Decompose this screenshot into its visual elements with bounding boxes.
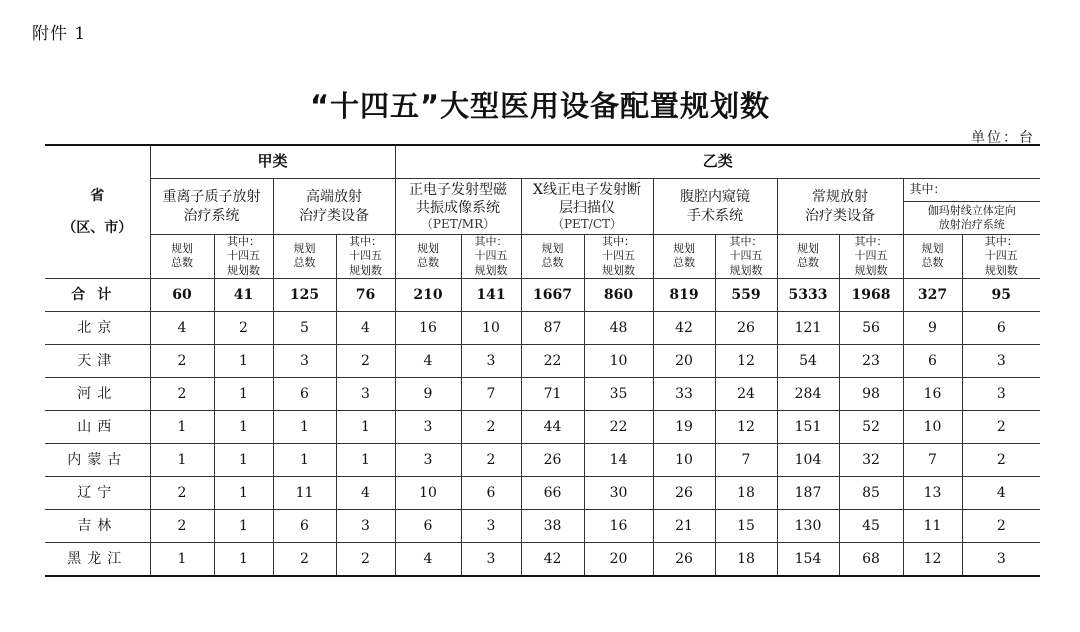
table-cell: 24 (715, 377, 777, 410)
sub-plan-header: 其中： 十四五 规划数 (214, 235, 273, 279)
qizhong-label: 其中： (903, 179, 1040, 202)
table-cell: 2 (461, 443, 521, 476)
table-cell: 87 (521, 311, 584, 344)
total-cell: 5333 (777, 278, 839, 311)
table-cell: 18 (715, 476, 777, 509)
table-row (45, 377, 1040, 410)
table-cell: 32 (839, 443, 903, 476)
unit-label: 单位：台 (971, 130, 1035, 146)
table-cell: 18 (715, 542, 777, 576)
table-cell: 98 (839, 377, 903, 410)
table-row (45, 410, 1040, 443)
province-header-sub: （区、市） (62, 219, 133, 236)
sub-total-header: 规划 总数 (653, 235, 715, 279)
sub-total-header: 规划 总数 (150, 235, 214, 279)
table-cell: 2 (336, 344, 395, 377)
table-cell: 6 (461, 476, 521, 509)
total-cell: 125 (273, 278, 336, 311)
table-cell: 3 (962, 542, 1040, 576)
sub-total-header: 规划 总数 (273, 235, 336, 279)
table-cell: 2 (962, 509, 1040, 542)
table-cell: 15 (715, 509, 777, 542)
petct-header-line1: X线正电子发射断 (533, 181, 641, 198)
table-row (45, 344, 1040, 377)
table-cell: 2 (336, 542, 395, 576)
total-cell: 210 (395, 278, 461, 311)
table-cell: 6 (395, 509, 461, 542)
table-cell: 187 (777, 476, 839, 509)
total-cell: 60 (150, 278, 214, 311)
table-cell: 104 (777, 443, 839, 476)
laparoscope-header (653, 179, 777, 235)
table-cell: 4 (150, 311, 214, 344)
province-name: 内蒙古 (45, 443, 150, 476)
gamma-header-line2: 放射治疗系统 (938, 218, 1005, 231)
table-cell: 4 (395, 344, 461, 377)
total-cell: 559 (715, 278, 777, 311)
highend-header (273, 179, 395, 235)
table-cell: 3 (336, 509, 395, 542)
table-cell: 1 (214, 377, 273, 410)
table-cell: 26 (715, 311, 777, 344)
table-cell: 11 (273, 476, 336, 509)
table-cell: 26 (653, 542, 715, 576)
province-name: 吉林 (45, 509, 150, 542)
table-row (45, 443, 1040, 476)
table-cell: 9 (903, 311, 962, 344)
table-cell: 22 (584, 410, 653, 443)
gamma-header (903, 202, 1040, 235)
table-cell: 3 (395, 443, 461, 476)
sub-plan-header: 其中： 十四五 规划数 (839, 235, 903, 279)
page-title: “十四五”大型医用设备配置规划数 (309, 89, 771, 123)
gamma-header-line1: 伽玛射线立体定向 (927, 204, 1016, 218)
table-cell: 1 (214, 542, 273, 576)
table-cell: 33 (653, 377, 715, 410)
petmr-header (395, 179, 521, 235)
table-cell: 10 (461, 311, 521, 344)
table-cell: 9 (395, 377, 461, 410)
table-cell: 3 (273, 344, 336, 377)
conventional-header (777, 179, 903, 235)
table-cell: 2 (150, 344, 214, 377)
table-cell: 68 (839, 542, 903, 576)
petct-header-line3: （PET/CT） (551, 216, 623, 231)
table-cell: 2 (461, 410, 521, 443)
proton-header-line2: 治疗系统 (183, 207, 240, 224)
table-cell: 1 (150, 410, 214, 443)
table-cell: 1 (336, 410, 395, 443)
table-cell: 6 (273, 509, 336, 542)
table-cell: 284 (777, 377, 839, 410)
table-cell: 5 (273, 311, 336, 344)
table-cell: 1 (214, 443, 273, 476)
conventional-header-line2: 治疗类设备 (805, 207, 876, 224)
highend-header-line2: 治疗类设备 (299, 207, 369, 224)
table-cell: 6 (962, 311, 1040, 344)
table-row (45, 542, 1040, 576)
table-cell: 20 (584, 542, 653, 576)
province-name: 黑龙江 (45, 542, 150, 576)
group-a-header: 甲类 (150, 145, 395, 179)
province-name: 北京 (45, 311, 150, 344)
table-cell: 2 (150, 377, 214, 410)
table-cell: 6 (903, 344, 962, 377)
table-cell: 4 (336, 311, 395, 344)
table-cell: 3 (962, 344, 1040, 377)
table-cell: 154 (777, 542, 839, 576)
sub-total-header: 规划 总数 (903, 235, 962, 279)
table-cell: 7 (903, 443, 962, 476)
table-cell: 10 (653, 443, 715, 476)
total-cell: 95 (962, 278, 1040, 311)
province-rows (45, 311, 1040, 576)
table-cell: 4 (962, 476, 1040, 509)
table-cell: 2 (150, 509, 214, 542)
table-cell: 12 (903, 542, 962, 576)
table-cell: 4 (336, 476, 395, 509)
table-cell: 42 (653, 311, 715, 344)
table-row (45, 509, 1040, 542)
sub-plan-header: 其中： 十四五 规划数 (962, 235, 1040, 279)
table-row (45, 311, 1040, 344)
total-cell: 860 (584, 278, 653, 311)
total-cell: 327 (903, 278, 962, 311)
petmr-header-line1: 正电子发射型磁 (409, 181, 508, 198)
table-cell: 1 (214, 410, 273, 443)
conventional-header-line1: 常规放射 (812, 189, 869, 206)
petmr-header-line2: 共振成像系统 (416, 199, 501, 216)
petct-header-line2: 层扫描仪 (559, 199, 616, 216)
sub-plan-header: 其中： 十四五 规划数 (715, 235, 777, 279)
table-cell: 3 (461, 344, 521, 377)
petct-header (521, 179, 653, 235)
total-cell: 141 (461, 278, 521, 311)
table-cell: 45 (839, 509, 903, 542)
total-cell: 1968 (839, 278, 903, 311)
table-row (45, 476, 1040, 509)
table-cell: 16 (395, 311, 461, 344)
sub-total-header: 规划 总数 (395, 235, 461, 279)
table-cell: 20 (653, 344, 715, 377)
sub-plan-header: 其中： 十四五 规划数 (461, 235, 521, 279)
table-cell: 3 (461, 542, 521, 576)
table-cell: 54 (777, 344, 839, 377)
table-cell: 1 (214, 344, 273, 377)
table-cell: 7 (715, 443, 777, 476)
petmr-header-line3: （PET/MR） (420, 216, 496, 231)
table-cell: 1 (273, 410, 336, 443)
table-cell: 1 (336, 443, 395, 476)
table-cell: 35 (584, 377, 653, 410)
table-cell: 3 (962, 377, 1040, 410)
table-cell: 7 (461, 377, 521, 410)
equipment-table (45, 144, 1040, 577)
table-cell: 11 (903, 509, 962, 542)
total-cell: 1667 (521, 278, 584, 311)
highend-header-line1: 高端放射 (306, 189, 362, 206)
proton-header (150, 179, 273, 235)
table-cell: 6 (273, 377, 336, 410)
table-cell: 1 (214, 509, 273, 542)
table-cell: 23 (839, 344, 903, 377)
table-cell: 44 (521, 410, 584, 443)
table-cell: 26 (653, 476, 715, 509)
province-name: 山西 (45, 410, 150, 443)
table-cell: 10 (584, 344, 653, 377)
province-name: 河北 (45, 377, 150, 410)
table-cell: 3 (336, 377, 395, 410)
table-cell: 26 (521, 443, 584, 476)
table-cell: 1 (150, 542, 214, 576)
table-cell: 3 (395, 410, 461, 443)
sub-plan-header: 其中： 十四五 规划数 (336, 235, 395, 279)
table-cell: 52 (839, 410, 903, 443)
table-cell: 71 (521, 377, 584, 410)
province-header-main: 省 (90, 187, 105, 204)
sub-total-header: 规划 总数 (777, 235, 839, 279)
proton-header-line1: 重离子质子放射 (162, 189, 261, 206)
table-cell: 2 (962, 443, 1040, 476)
table-cell: 38 (521, 509, 584, 542)
table-cell: 16 (903, 377, 962, 410)
table-cell: 66 (521, 476, 584, 509)
province-name: 天津 (45, 344, 150, 377)
table-cell: 2 (150, 476, 214, 509)
table-cell: 14 (584, 443, 653, 476)
table-cell: 30 (584, 476, 653, 509)
table-cell: 10 (395, 476, 461, 509)
total-label: 合计 (45, 278, 150, 311)
sub-plan-header: 其中： 十四五 规划数 (584, 235, 653, 279)
total-cell: 41 (214, 278, 273, 311)
table-cell: 22 (521, 344, 584, 377)
laparoscope-header-line1: 腹腔内窥镜 (680, 189, 751, 206)
table-cell: 2 (214, 311, 273, 344)
table-cell: 48 (584, 311, 653, 344)
province-header (45, 145, 150, 278)
table-cell: 42 (521, 542, 584, 576)
table-cell: 121 (777, 311, 839, 344)
table-cell: 21 (653, 509, 715, 542)
table-cell: 151 (777, 410, 839, 443)
table-cell: 10 (903, 410, 962, 443)
table-cell: 85 (839, 476, 903, 509)
table-cell: 13 (903, 476, 962, 509)
province-name: 辽宁 (45, 476, 150, 509)
laparoscope-header-line2: 手术系统 (687, 207, 744, 224)
total-cell: 819 (653, 278, 715, 311)
total-cell: 76 (336, 278, 395, 311)
table-cell: 1 (150, 443, 214, 476)
total-row (45, 278, 1040, 311)
group-b-header: 乙类 (395, 145, 1040, 179)
table-cell: 12 (715, 410, 777, 443)
table-cell: 1 (273, 443, 336, 476)
table-cell: 3 (461, 509, 521, 542)
table-cell: 130 (777, 509, 839, 542)
table-cell: 2 (273, 542, 336, 576)
sub-total-header: 规划 总数 (521, 235, 584, 279)
table-cell: 12 (715, 344, 777, 377)
table-cell: 2 (962, 410, 1040, 443)
table-cell: 19 (653, 410, 715, 443)
table-cell: 1 (214, 476, 273, 509)
table-cell: 56 (839, 311, 903, 344)
attachment-label: 附件 1 (32, 24, 87, 44)
table-cell: 4 (395, 542, 461, 576)
table-cell: 16 (584, 509, 653, 542)
